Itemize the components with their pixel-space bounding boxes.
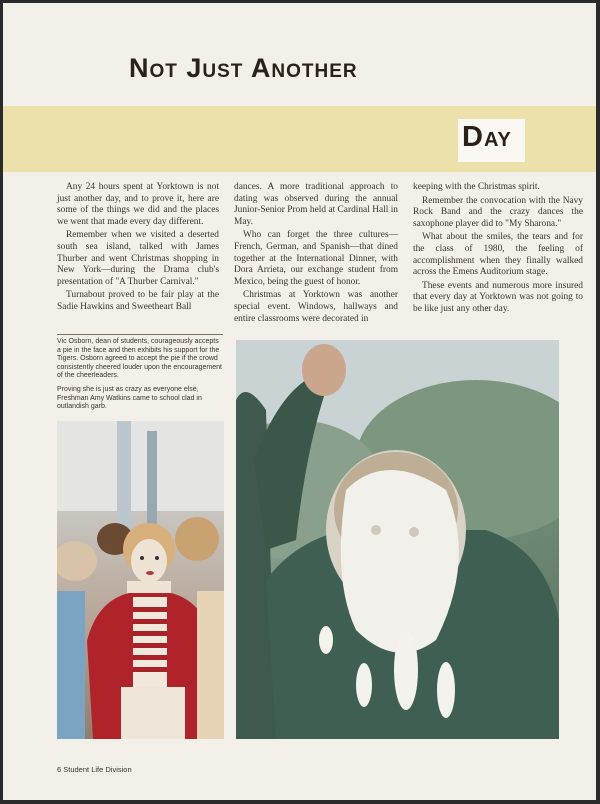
caption-divider <box>57 334 223 335</box>
page-title: Not Just Another <box>129 53 358 83</box>
paragraph: Christmas at Yorktown was another special event. Windows, hallways and entire classrooms were decorated in <box>234 290 398 324</box>
pie-in-face-photo <box>236 340 559 739</box>
paragraph: These events and numerous more insured that every day at Yorktown was not going to be like just any other day. <box>413 280 583 314</box>
paragraph: Turnabout proved to be fair play at the Sadie Hawkins and Sweetheart Ball <box>57 290 219 312</box>
paragraph: What about the smiles, the tears and for the class of 1980, the feeling of accomplishment when they finally walked across the Emens Auditorium stage. <box>413 232 583 278</box>
photo-caption: Vic Osborn, dean of students, courageously accepts a pie in the face and then exhibits his support for the Tigers. Osborn agreed to accept the pie if the crowd consistently cheered louder upon the encouragement of the cheerleaders. <box>57 338 222 380</box>
text-column-3 <box>413 182 583 318</box>
costume-student-photo <box>57 421 224 739</box>
paragraph: Who can forget the three cultures—French, German, and Spanish—that dined together at the International Dinner, with Dora Arrieta, our exchange student from Mexico, being the guest of honor. <box>234 230 398 287</box>
photo-caption: Proving she is just as crazy as everyone else, Freshman Amy Watkins came to school clad in outlandish garb. <box>57 386 202 411</box>
page-footer: 6 Student Life Division <box>57 765 132 774</box>
paragraph: Any 24 hours spent at Yorktown is not just another day, and to prove it, here are some of the things we did and the places we went that made every day different. <box>57 182 219 227</box>
yearbook-page <box>3 3 596 800</box>
text-column-1 <box>57 182 219 316</box>
paragraph: Remember when we visited a deserted south sea island, talked with James Thurber and went Christmas shopping in New York—during the Drama club's presentation of "A Thurber Carnival." <box>57 230 219 287</box>
paragraph: keeping with the Christmas spirit. <box>413 182 540 192</box>
page-title-day: Day <box>462 121 512 153</box>
text-column-2 <box>234 182 398 327</box>
paragraph: dances. A more traditional approach to dating was observed during the annual Junior-Senior Prom held at Cardinal Hall in May. <box>234 182 398 227</box>
paragraph: Remember the convocation with the Navy Rock Band and the crazy dances the saxophone player did to "My Sharona." <box>413 195 583 229</box>
